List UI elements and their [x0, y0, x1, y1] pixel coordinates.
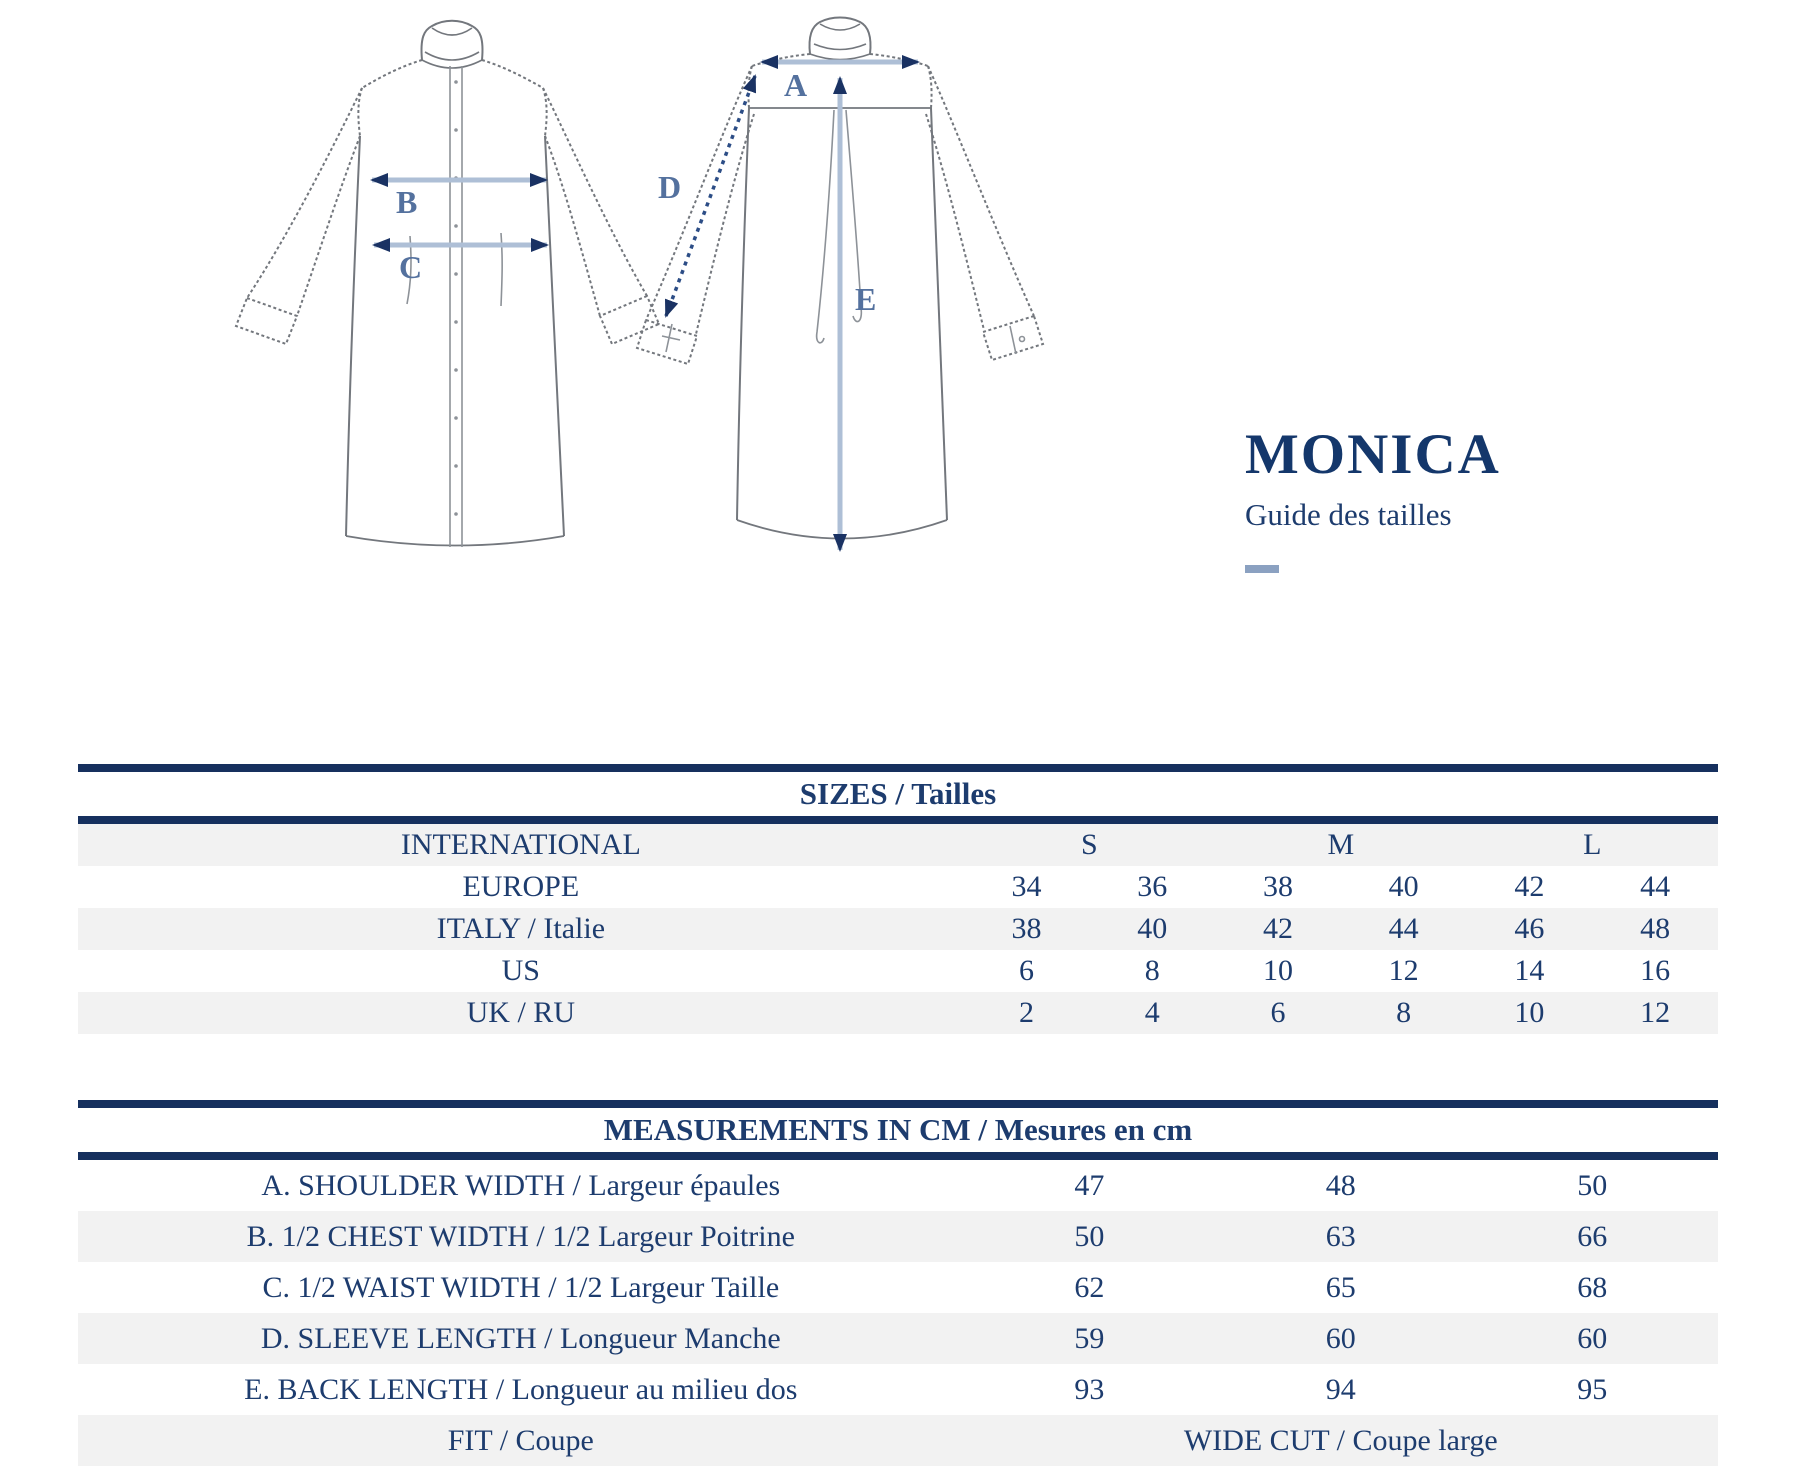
meas-value: 94	[1325, 1372, 1356, 1406]
size-value: 12	[1640, 996, 1671, 1029]
size-value: 46	[1514, 912, 1545, 945]
label-C: C	[399, 249, 423, 285]
label-D: D	[658, 169, 682, 205]
title-divider-dash	[1245, 565, 1279, 573]
size-value: 16	[1640, 954, 1671, 987]
row-label: INTERNATIONAL	[400, 828, 641, 861]
title-block	[1245, 423, 1501, 573]
row-label: FIT / Coupe	[447, 1423, 594, 1457]
measurements-table-title: MEASUREMENTS IN CM / Mesures en cm	[78, 1104, 1718, 1156]
size-group-m: M	[1327, 828, 1355, 861]
meas-value: 68	[1577, 1270, 1608, 1304]
table-row-chest	[78, 1211, 1718, 1262]
meas-value: 63	[1325, 1219, 1356, 1253]
row-label: EUROPE	[462, 870, 580, 903]
size-value: 38	[1011, 912, 1042, 945]
table-row-back-length	[78, 1364, 1718, 1415]
garment-diagram	[210, 8, 1080, 608]
measure-arrows	[372, 62, 918, 550]
table-row-uk	[78, 992, 1718, 1034]
measurements-table	[78, 1100, 1718, 1466]
label-B: B	[396, 184, 418, 220]
sizes-table-title: SIZES / Tailles	[78, 768, 1718, 820]
meas-value: 95	[1577, 1372, 1608, 1406]
meas-value: 93	[1074, 1372, 1105, 1406]
table-row-europe	[78, 866, 1718, 908]
size-value: 34	[1011, 870, 1042, 903]
row-label: D. SLEEVE LENGTH / Longueur Manche	[260, 1321, 781, 1355]
table-row-italy	[78, 908, 1718, 950]
sizes-table	[78, 764, 1718, 1034]
size-value: 40	[1388, 870, 1419, 903]
size-value: 10	[1262, 954, 1293, 987]
size-value: 40	[1137, 912, 1168, 945]
label-E: E	[855, 281, 877, 317]
size-value: 2	[1019, 996, 1034, 1029]
row-label: A. SHOULDER WIDTH / Largeur épaules	[261, 1168, 781, 1202]
table-row-international	[78, 820, 1718, 866]
size-value: 6	[1270, 996, 1286, 1029]
size-value: 36	[1137, 870, 1168, 903]
label-A: A	[784, 67, 808, 103]
meas-value: 65	[1325, 1270, 1356, 1304]
front-view-sketch	[236, 21, 659, 547]
row-label: US	[501, 954, 540, 987]
row-label: E. BACK LENGTH / Longueur au milieu dos	[244, 1372, 798, 1406]
row-label: C. 1/2 WAIST WIDTH / 1/2 Largeur Taille	[262, 1270, 780, 1304]
table-row-fit	[78, 1415, 1718, 1466]
row-label: UK / RU	[466, 996, 575, 1029]
size-value: 14	[1514, 954, 1545, 987]
size-value: 12	[1388, 954, 1419, 987]
meas-value: 47	[1074, 1168, 1105, 1202]
size-value: 42	[1262, 912, 1293, 945]
product-title: MONICA	[1245, 423, 1501, 486]
size-group-s: S	[1081, 828, 1098, 861]
meas-value: 48	[1325, 1168, 1356, 1202]
size-value: 10	[1514, 996, 1545, 1029]
row-label: B. 1/2 CHEST WIDTH / 1/2 Largeur Poitrine	[246, 1219, 795, 1253]
table-row-sleeve	[78, 1313, 1718, 1364]
table-row-waist	[78, 1262, 1718, 1313]
size-value: 44	[1388, 912, 1419, 945]
table-row-us	[78, 950, 1718, 992]
meas-value: 60	[1325, 1321, 1356, 1355]
row-label: ITALY / Italie	[436, 912, 606, 945]
size-group-l: L	[1583, 828, 1602, 861]
size-value: 6	[1019, 954, 1034, 987]
size-value: 8	[1144, 954, 1160, 987]
size-value: 38	[1262, 870, 1293, 903]
size-value: 42	[1514, 870, 1545, 903]
guide-subtitle: Guide des tailles	[1245, 497, 1452, 532]
size-value: 4	[1144, 996, 1160, 1029]
size-value: 48	[1640, 912, 1671, 945]
size-value: 44	[1640, 870, 1671, 903]
meas-value: 62	[1074, 1270, 1105, 1304]
size-value: 8	[1396, 996, 1412, 1029]
meas-value: 59	[1074, 1321, 1105, 1355]
fit-value: WIDE CUT / Coupe large	[1183, 1423, 1498, 1457]
meas-value: 66	[1577, 1219, 1608, 1253]
table-row-shoulder	[78, 1156, 1718, 1211]
meas-value: 50	[1577, 1168, 1608, 1202]
meas-value: 60	[1577, 1321, 1608, 1355]
meas-value: 50	[1074, 1219, 1105, 1253]
